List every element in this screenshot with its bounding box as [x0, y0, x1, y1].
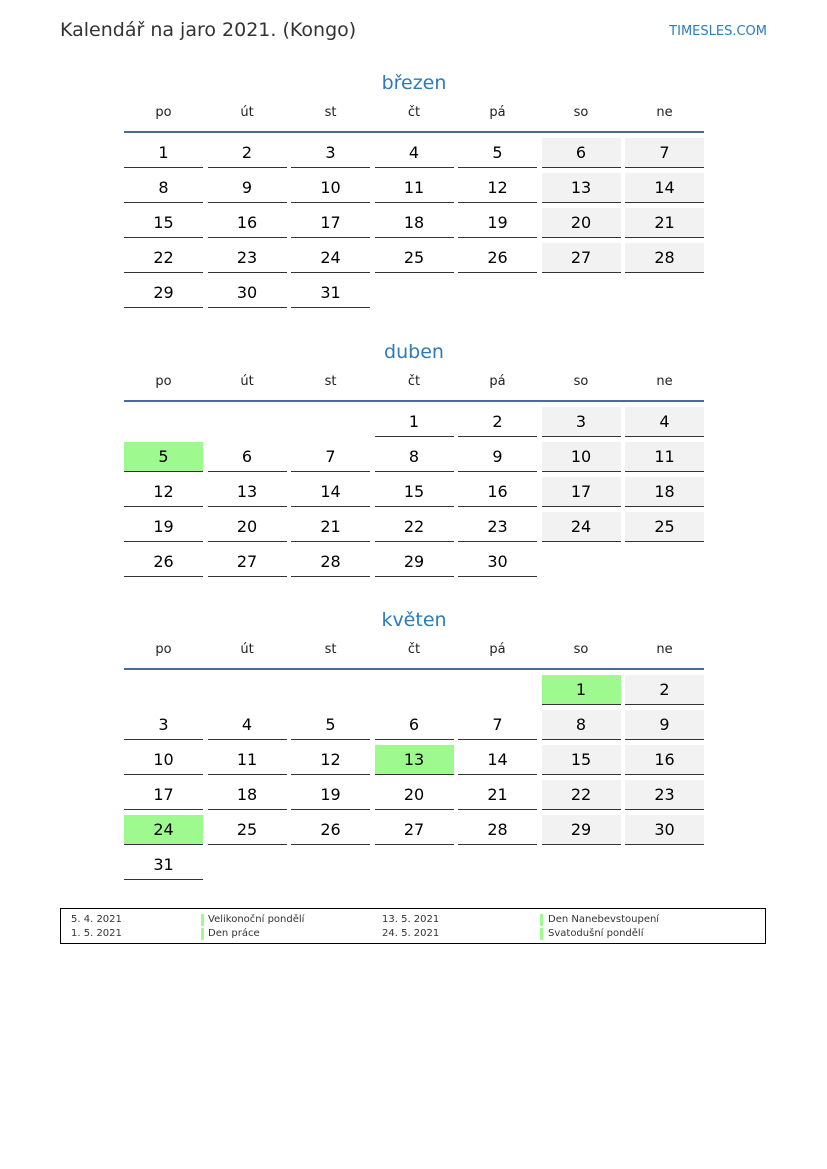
day-cell: 3: [124, 710, 203, 740]
day-cell: 3: [291, 138, 370, 168]
day-cell: 29: [124, 278, 203, 308]
day-cell: 25: [208, 815, 287, 845]
month-name: duben: [384, 341, 444, 363]
day-cell-holiday: 13: [375, 745, 454, 775]
day-cell: 11: [208, 745, 287, 775]
days-grid: [124, 138, 704, 308]
day-cell: 21: [625, 208, 704, 238]
brand-link[interactable]: TIMESLES.COM: [669, 24, 767, 39]
month-calendar: [124, 68, 704, 308]
day-cell: 8: [542, 710, 621, 740]
day-cell: 29: [542, 815, 621, 845]
day-cell-holiday: 24: [124, 815, 203, 845]
empty-cell: [208, 675, 287, 705]
day-cell: 9: [625, 710, 704, 740]
day-cell: 16: [625, 745, 704, 775]
legend-row: [61, 927, 765, 941]
weekday-label: pá: [489, 374, 506, 389]
page-title: Kalendář na jaro 2021. (Kongo): [60, 19, 357, 41]
weekday-header: [124, 635, 704, 670]
day-cell: 3: [542, 407, 621, 437]
legend-holiday-name: Svatodušní pondělí: [548, 928, 644, 939]
weekday-label: út: [240, 374, 254, 389]
day-cell: 9: [208, 173, 287, 203]
day-cell: 15: [542, 745, 621, 775]
day-cell: 22: [375, 512, 454, 542]
day-cell: 2: [208, 138, 287, 168]
empty-cell: [375, 675, 454, 705]
legend-holiday-name: Den Nanebevstoupení: [548, 914, 660, 925]
day-cell: 25: [625, 512, 704, 542]
legend-date: 24. 5. 2021: [382, 928, 440, 939]
weekday-label: út: [240, 105, 254, 120]
day-cell: 12: [291, 745, 370, 775]
day-cell: 26: [291, 815, 370, 845]
holiday-legend: [60, 908, 766, 944]
day-cell: 19: [291, 780, 370, 810]
day-cell: 27: [375, 815, 454, 845]
day-cell: 10: [291, 173, 370, 203]
day-cell: 27: [208, 547, 287, 577]
day-cell: 19: [458, 208, 537, 238]
day-cell: 20: [375, 780, 454, 810]
weekday-label: st: [324, 105, 337, 120]
day-cell: 22: [542, 780, 621, 810]
day-cell: 27: [542, 243, 621, 273]
legend-date: 5. 4. 2021: [71, 914, 122, 925]
day-cell: 12: [124, 477, 203, 507]
day-cell: 5: [291, 710, 370, 740]
weekday-label: ne: [656, 105, 673, 120]
day-cell: 10: [542, 442, 621, 472]
weekday-label: út: [240, 642, 254, 657]
holiday-color-mark: [540, 914, 543, 926]
day-cell: 29: [375, 547, 454, 577]
day-cell: 23: [625, 780, 704, 810]
day-cell: 30: [625, 815, 704, 845]
empty-cell: [291, 675, 370, 705]
days-grid: [124, 407, 704, 577]
day-cell: 5: [458, 138, 537, 168]
days-grid: [124, 675, 704, 880]
legend-row: [61, 913, 765, 927]
month-name: březen: [381, 72, 447, 94]
day-cell: 6: [542, 138, 621, 168]
day-cell: 14: [625, 173, 704, 203]
day-cell: 2: [458, 407, 537, 437]
day-cell: 12: [458, 173, 537, 203]
holiday-color-mark: [201, 914, 204, 926]
day-cell: 13: [542, 173, 621, 203]
day-cell: 28: [625, 243, 704, 273]
month-calendar: [124, 605, 704, 880]
day-cell: 21: [458, 780, 537, 810]
day-cell: 8: [375, 442, 454, 472]
month-calendar: [124, 337, 704, 577]
day-cell: 2: [625, 675, 704, 705]
day-cell: 9: [458, 442, 537, 472]
day-cell: 23: [458, 512, 537, 542]
day-cell: 19: [124, 512, 203, 542]
empty-cell: [291, 407, 370, 437]
day-cell: 30: [458, 547, 537, 577]
day-cell: 17: [542, 477, 621, 507]
day-cell: 7: [625, 138, 704, 168]
day-cell: 31: [291, 278, 370, 308]
weekday-header: [124, 98, 704, 133]
empty-cell: [458, 675, 537, 705]
day-cell: 21: [291, 512, 370, 542]
legend-date: 1. 5. 2021: [71, 928, 122, 939]
day-cell: 16: [208, 208, 287, 238]
day-cell-holiday: 1: [542, 675, 621, 705]
day-cell: 28: [458, 815, 537, 845]
legend-holiday-name: Den práce: [208, 928, 260, 939]
day-cell: 11: [375, 173, 454, 203]
day-cell: 23: [208, 243, 287, 273]
day-cell: 18: [625, 477, 704, 507]
weekday-label: so: [573, 642, 589, 657]
day-cell: 1: [124, 138, 203, 168]
weekday-label: so: [573, 105, 589, 120]
legend-date: 13. 5. 2021: [382, 914, 440, 925]
weekday-label: st: [324, 374, 337, 389]
day-cell: 25: [375, 243, 454, 273]
day-cell: 7: [458, 710, 537, 740]
day-cell: 4: [375, 138, 454, 168]
day-cell: 14: [291, 477, 370, 507]
weekday-label: po: [155, 642, 172, 657]
day-cell: 16: [458, 477, 537, 507]
weekday-label: čt: [407, 642, 421, 657]
holiday-color-mark: [201, 928, 204, 940]
day-cell: 15: [375, 477, 454, 507]
weekday-label: ne: [656, 642, 673, 657]
day-cell: 11: [625, 442, 704, 472]
day-cell: 30: [208, 278, 287, 308]
day-cell: 20: [542, 208, 621, 238]
weekday-label: pá: [489, 642, 506, 657]
weekday-label: po: [155, 374, 172, 389]
day-cell: 1: [375, 407, 454, 437]
day-cell: 7: [291, 442, 370, 472]
weekday-label: st: [324, 642, 337, 657]
weekday-label: čt: [407, 105, 421, 120]
day-cell: 18: [208, 780, 287, 810]
empty-cell: [124, 675, 203, 705]
weekday-label: ne: [656, 374, 673, 389]
day-cell: 6: [208, 442, 287, 472]
holiday-color-mark: [540, 928, 543, 940]
day-cell: 8: [124, 173, 203, 203]
day-cell: 18: [375, 208, 454, 238]
day-cell: 15: [124, 208, 203, 238]
legend-holiday-name: Velikonoční pondělí: [208, 914, 305, 925]
weekday-label: po: [155, 105, 172, 120]
day-cell: 31: [124, 850, 203, 880]
weekday-label: so: [573, 374, 589, 389]
weekday-label: pá: [489, 105, 506, 120]
day-cell: 6: [375, 710, 454, 740]
day-cell: 4: [625, 407, 704, 437]
empty-cell: [208, 407, 287, 437]
day-cell: 24: [291, 243, 370, 273]
empty-cell: [124, 407, 203, 437]
day-cell: 24: [542, 512, 621, 542]
day-cell: 4: [208, 710, 287, 740]
day-cell: 22: [124, 243, 203, 273]
day-cell: 14: [458, 745, 537, 775]
month-name: květen: [381, 609, 447, 631]
day-cell-holiday: 5: [124, 442, 203, 472]
day-cell: 17: [124, 780, 203, 810]
day-cell: 28: [291, 547, 370, 577]
day-cell: 26: [458, 243, 537, 273]
day-cell: 20: [208, 512, 287, 542]
day-cell: 13: [208, 477, 287, 507]
weekday-header: [124, 367, 704, 402]
day-cell: 26: [124, 547, 203, 577]
day-cell: 10: [124, 745, 203, 775]
day-cell: 17: [291, 208, 370, 238]
weekday-label: čt: [407, 374, 421, 389]
